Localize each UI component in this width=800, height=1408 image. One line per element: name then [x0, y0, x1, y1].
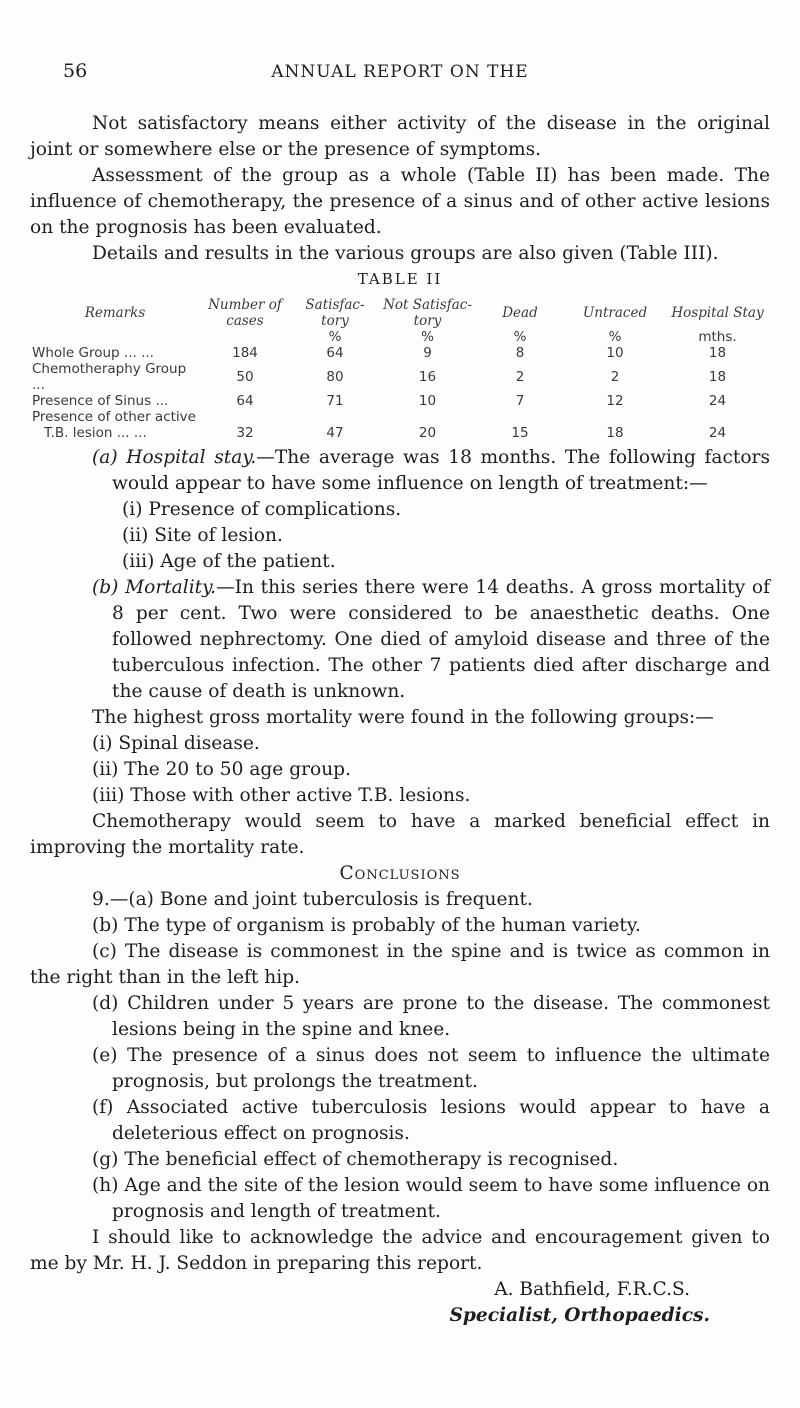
conclusion-item: 9.—(a) Bone and joint tuberculosis is frequent.	[92, 889, 533, 910]
table-cell: 10	[606, 345, 624, 361]
col-header: Untraced	[582, 305, 648, 321]
unit-cell	[200, 329, 290, 345]
col-header: Not Satisfac- tory	[383, 297, 472, 329]
conclusions-heading: Conclusions	[339, 863, 461, 884]
table-cell: 32	[236, 425, 254, 441]
unit-cell	[30, 329, 200, 345]
hospital-stay-text: —The average was 18 months. The following factors would appear to have some influence on length of treatment:—	[112, 447, 770, 494]
intro-paragraph-1: Not satisfactory means either activity of the disease in the original joint or somewhere else or the presence of symptoms.	[30, 113, 770, 160]
row-label: Whole Group ... ...	[32, 345, 154, 361]
table-caption: TABLE II	[357, 270, 443, 288]
unit-cell: mths.	[698, 329, 737, 345]
table-cell: 64	[326, 345, 344, 361]
list-item: (ii) The 20 to 50 age group.	[92, 759, 351, 780]
list-item: (i) Spinal disease.	[92, 733, 260, 754]
col-header: Satisfac- tory	[305, 297, 365, 329]
table-cell: 64	[236, 393, 254, 409]
conclusion-item: (f) Associated active tuberculosis lesions would appear to have a deleterious effect on prognosis.	[92, 1097, 770, 1144]
row-label: Presence of Sinus ...	[32, 393, 169, 409]
table-cell: 2	[515, 369, 525, 385]
mortality-text: —In this series there were 14 deaths. A gross mortality of 8 per cent. Two were considered to be anaesthetic deaths. One followed nephrectomy. One died of amyloid disease and three of the tuberculous infection. The other 7 patients died after discharge and the cause of death is unknown.	[112, 577, 770, 702]
table-cell: 47	[326, 425, 344, 441]
list-item: (i) Presence of complications.	[122, 499, 402, 520]
row-label: Presence of other active	[32, 409, 196, 425]
page-header	[0, 60, 800, 90]
body-text	[30, 111, 770, 1329]
list-item: (ii) Site of lesion.	[122, 525, 283, 546]
conclusion-item: (g) The beneficial effect of chemotherapy is recognised.	[92, 1149, 619, 1170]
conclusion-item: (b) The type of organism is probably of the human variety.	[92, 915, 641, 936]
table-ii	[30, 297, 770, 441]
table-cell: 24	[708, 393, 727, 409]
col-header: Hospital Stay	[671, 305, 764, 321]
intro-paragraph-3: Details and results in the various groups are also given (Table III).	[92, 243, 719, 264]
list-item: (iii) Age of the patient.	[122, 551, 336, 572]
unit-cell: %	[328, 329, 342, 345]
table-header-row	[30, 297, 770, 329]
unit-cell: %	[513, 329, 527, 345]
chemotherapy-paragraph: Chemotherapy would seem to have a marked beneficial effect in improving the mortality rate.	[30, 811, 770, 858]
table-cell: 16	[418, 369, 437, 385]
table-cell: 10	[418, 393, 437, 409]
hospital-stay-paragraph	[30, 445, 770, 497]
conclusion-item: (e) The presence of a sinus does not seem to influence the ultimate prognosis, but prolongs the treatment.	[92, 1045, 770, 1092]
table-cell: 20	[418, 425, 437, 441]
table-cell: 24	[708, 425, 727, 441]
conclusion-item: (h) Age and the site of the lesion would seem to have some influence on prognosis and length of treatment.	[92, 1175, 770, 1222]
unit-cell: %	[421, 329, 434, 345]
table-row	[30, 425, 770, 441]
acknowledgement-paragraph: I should like to acknowledge the advice and encouragement given to me by Mr. H. J. Seddon in preparing this report.	[30, 1227, 770, 1274]
table-row	[30, 393, 770, 409]
col-header: Dead	[502, 305, 538, 321]
signature-name: A. Bathfield, F.R.C.S.	[494, 1279, 690, 1300]
table-cell: 184	[232, 345, 258, 361]
col-header: Remarks	[84, 305, 146, 321]
table-cell: 18	[708, 369, 727, 385]
mortality-label: (b) Mortality.	[92, 577, 217, 598]
conclusion-item: (d) Children under 5 years are prone to the disease. The commonest lesions being in the spine and knee.	[92, 993, 770, 1040]
hospital-stay-label: (a) Hospital stay.	[92, 447, 257, 468]
table-row	[30, 361, 770, 393]
table-cell: 18	[708, 345, 727, 361]
list-item: (iii) Those with other active T.B. lesions.	[92, 785, 471, 806]
running-title: ANNUAL REPORT ON THE	[271, 62, 529, 82]
table-cell: 8	[515, 345, 525, 361]
table-row	[30, 409, 770, 425]
table-cell: 80	[326, 369, 344, 385]
table-cell: 71	[326, 393, 344, 409]
table-cell: 50	[236, 369, 254, 385]
table-cell: 12	[606, 393, 624, 409]
table-cell: 2	[610, 369, 620, 385]
table-row	[30, 345, 770, 361]
table-cell: 9	[423, 345, 432, 361]
table-units-row	[30, 329, 770, 345]
table-cell: 7	[515, 393, 525, 409]
col-header: Number of cases	[208, 297, 282, 329]
mortality-paragraph	[30, 575, 770, 705]
highest-mortality-paragraph: The highest gross mortality were found in the following groups:—	[92, 707, 714, 728]
table-cell: 15	[511, 425, 529, 441]
row-label: Chemotheraphy Group ...	[32, 361, 187, 393]
conclusion-item: (c) The disease is commonest in the spine and is twice as common in the right than in the left hip.	[30, 941, 770, 988]
table-cell: 18	[606, 425, 624, 441]
signature-title: Specialist, Orthopaedics.	[449, 1305, 710, 1326]
unit-cell: %	[608, 329, 622, 345]
page-number: 56	[63, 60, 88, 82]
intro-paragraph-2: Assessment of the group as a whole (Table II) has been made. The influence of chemotherapy, the presence of a sinus and of other active lesions on the prognosis has been evaluated.	[30, 165, 770, 238]
row-label: T.B. lesion ... ...	[44, 425, 147, 441]
